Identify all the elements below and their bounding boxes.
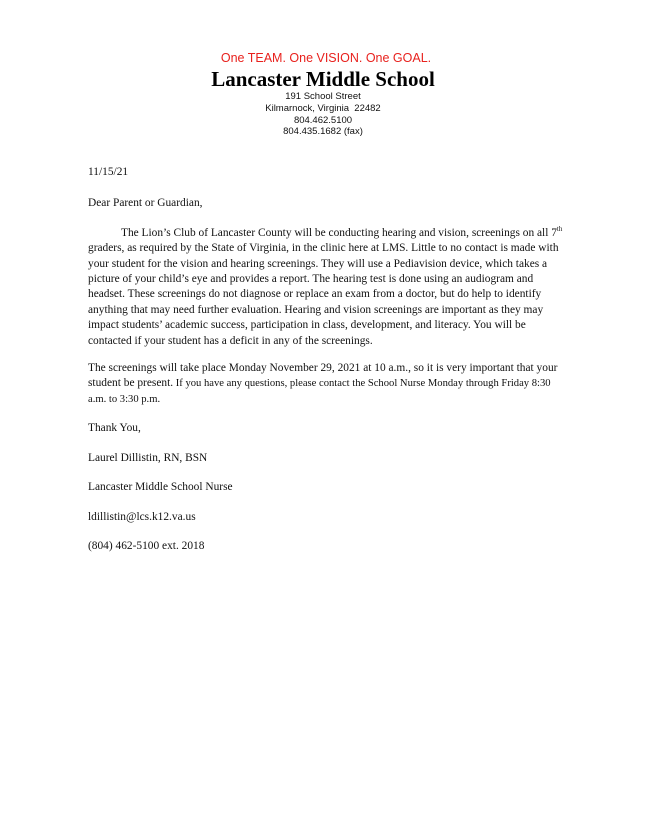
letter-body bbox=[88, 165, 568, 568]
paragraph-2-part-a: The screenings will take place Monday November 29, 2021 at 10 a.m., so it is very important that your student be present. bbox=[88, 362, 558, 390]
school-name: Lancaster Middle School bbox=[211, 67, 435, 91]
address-city: Kilmarnock, Virginia 22482 bbox=[265, 102, 381, 114]
school-phone: 804.462.5100 bbox=[293, 114, 353, 126]
letter-date: 11/15/21 bbox=[88, 166, 129, 178]
paragraph-screening-info bbox=[88, 226, 568, 349]
signer-title: Lancaster Middle School Nurse bbox=[88, 481, 233, 494]
closing: Thank You, bbox=[88, 422, 141, 435]
signer-phone: (804) 462-5100 ext. 2018 bbox=[88, 539, 205, 552]
school-motto: One TEAM. One VISION. One GOAL. bbox=[220, 51, 432, 65]
signer-name: Laurel Dillistin, RN, BSN bbox=[88, 451, 208, 464]
letterhead bbox=[0, 50, 646, 138]
address-street: 191 School Street bbox=[285, 91, 361, 102]
paragraph-1-part-a: The Lion’s Club of Lancaster County will be conducting hearing and vision, screenings on all 7 bbox=[121, 226, 557, 239]
paragraph-schedule bbox=[88, 361, 568, 407]
school-address bbox=[0, 91, 646, 138]
paragraph-2-part-b: If you have any questions, please contact the School Nurse Monday through Friday 8:30 a.m. to 3:30 p.m. bbox=[88, 378, 551, 405]
salutation: Dear Parent or Guardian, bbox=[88, 197, 203, 210]
paragraph-1-part-b: graders, as required by the State of Virginia, in the clinic here at LMS. Little to no contact is made with your student for the vision and hearing screenings. They will use a Pediavision device, which takes a picture of your child’s eye and provides a report. The hearing test is done using an audiogram and headset. These screenings do not diagnose or replace an exam from a doctor, but do help to identify anything that may need further evaluation. Hearing and vision screenings are important as they may impact students’ academic success, participation in class, development, and literacy. You will be contacted if your student has a deficit in any of the screenings. bbox=[88, 242, 559, 347]
ordinal-superscript: th bbox=[556, 224, 563, 233]
signer-email: ldillistin@lcs.k12.va.us bbox=[88, 510, 196, 523]
school-fax: 804.435.1682 (fax) bbox=[283, 126, 363, 138]
